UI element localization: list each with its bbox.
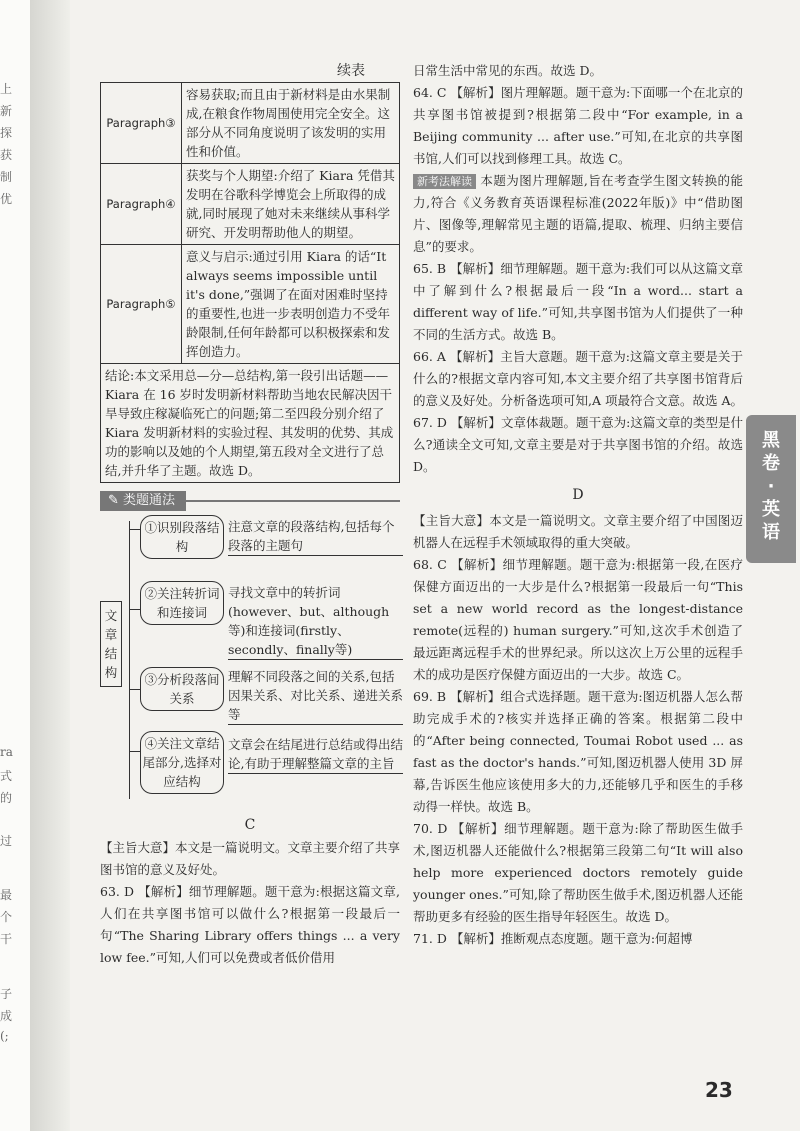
side-tab-char: · bbox=[767, 476, 775, 497]
row-text: 获奖与个人期望:介绍了 Kiara 凭借其发明在谷歌科学博览会上所取得的成就,同时展现了她对未来继续从事科学研究、开发明帮助他人的期望。 bbox=[182, 164, 400, 245]
edge-char: 的 bbox=[0, 791, 13, 805]
edge-char: 获 bbox=[0, 148, 13, 162]
mindmap-connector bbox=[129, 529, 140, 530]
side-tab-char: 黑 bbox=[762, 430, 780, 451]
new-exam-badge: 新考法解读 bbox=[413, 174, 476, 189]
answer-continuation: 日常生活中常见的东西。故选 D。 bbox=[413, 63, 602, 78]
table-row bbox=[101, 364, 400, 483]
row-text: 容易获取;而且由于新材料是由水果制成,在粮食作物周围使用完全安全。这部分从不同角度说明了该发明的实用性和价值。 bbox=[182, 83, 400, 164]
exam-note bbox=[413, 170, 743, 258]
edge-char: 式 bbox=[0, 769, 13, 783]
tips-header bbox=[100, 491, 400, 511]
edge-char: 新 bbox=[0, 104, 13, 118]
mindmap-desc: 寻找文章中的转折词(however、but、although等)和连接词(firstly、secondly、finally等) bbox=[228, 583, 403, 660]
edge-char: 个 bbox=[0, 910, 13, 924]
mindmap bbox=[100, 511, 404, 811]
section-heading: D bbox=[572, 487, 584, 503]
pencil-icon: ✎ bbox=[108, 493, 119, 508]
table-conclusion: 结论:本文采用总—分—总结构,第一段引出话题——Kiara 在 16 岁时发明新材料帮助当地农民解决因干旱导致庄稼凝临死亡的问题;第二至四段分别介绍了 Kiara 发明新材料的实验过程、其发明的优势、其成功的影响以及她的个人期望,第五段对全文进行了总结,并升华了主题。故选 D。 bbox=[101, 364, 400, 483]
table-row bbox=[101, 164, 400, 245]
tips-label bbox=[100, 491, 186, 511]
summary-paragraph: 【主旨大意】本文是一篇说明文。文章主要介绍了共享图书馆的意义及好处。 bbox=[100, 840, 401, 877]
structure-table bbox=[100, 82, 400, 483]
row-key: Paragraph③ bbox=[101, 83, 182, 164]
mindmap-connector bbox=[129, 689, 140, 690]
side-tab bbox=[746, 415, 796, 563]
continued-label: 续表 bbox=[337, 63, 365, 79]
edge-char: 过 bbox=[0, 834, 13, 848]
table-row bbox=[101, 245, 400, 364]
edge-char: 制 bbox=[0, 170, 13, 184]
mindmap-desc: 文章会在结尾进行总结或得出结论,有助于理解整篇文章的主旨 bbox=[228, 735, 403, 774]
book-gutter bbox=[30, 0, 70, 1131]
side-tab-char: 卷 bbox=[762, 453, 780, 474]
edge-char: 探 bbox=[0, 126, 13, 140]
answer-item: 64. C 【解析】图片理解题。题干意为:下面哪一个在北京的共享图书馆被提到?根据第二段中“For example, in a Beijing community ... after use.”可知,在北京的共享图书馆,人们可以找到修理工具。故选 C。 bbox=[413, 85, 743, 166]
answer-item: 69. B 【解析】组合式选择题。题干意为:图迈机器人怎么帮助完成手术的?核实并选择正确的答案。根据第二段中的“After being connected, Toumai Robot used ... as fast as the doctor's hands.”可知,图迈机器人使用 3D 屏幕,告诉医生他应该使用多大的力,还能够几乎和医生的手移动得一样快。故选 B。 bbox=[413, 689, 743, 814]
edge-char: 优 bbox=[0, 192, 13, 206]
row-text: 意义与启示:通过引用 Kiara 的话“It always seems impossible until it's done,”强调了在面对困难时坚持的重要性,也进一步表明创造力不受年龄限制,任何年龄都可以积极探索和发挥创造力。 bbox=[182, 245, 400, 364]
table-row bbox=[101, 83, 400, 164]
answer-item: 71. D 【解析】推断观点态度题。题干意为:何超博 bbox=[413, 931, 693, 946]
edge-char: 上 bbox=[0, 82, 13, 96]
edge-char: ra bbox=[0, 745, 13, 759]
edge-char: 子 bbox=[0, 987, 13, 1001]
mindmap-node: ②关注转折词和连接词 bbox=[140, 581, 224, 625]
answer-item: 67. D 【解析】文章体裁题。题干意为:这篇文章的类型是什么?通读全文可知,文章主要是对于共享图书馆的介绍。故选 D。 bbox=[413, 415, 743, 474]
tips-label-text: 类题通法 bbox=[123, 493, 176, 508]
mindmap-root: 文章结构 bbox=[100, 601, 122, 687]
mindmap-node: ④关注文章结尾部分,选择对应结构 bbox=[140, 731, 224, 794]
answer-item: 68. C 【解析】细节理解题。题干意为:根据第一段,在医疗保健方面迈出的一大步是什么?根据第一段最后一句“This set a new world record as the longest-distance remote(远程的) human surgery.”可知,这次手术创造了最远距离远程手术的世界纪录。所以这次上万公里的远程手术的成功是医疗保健方面迈出的一大步。故选 C。 bbox=[413, 557, 743, 682]
mindmap-node: ③分析段落间关系 bbox=[140, 667, 224, 711]
summary-paragraph: 【主旨大意】本文是一篇说明文。文章主要介绍了中国图迈机器人在远程手术领域取得的重大突破。 bbox=[413, 513, 743, 550]
answer-item: 70. D 【解析】细节理解题。题干意为:除了帮助医生做手术,图迈机器人还能做什么?根据第三段第二句“It will also help more experienced doctors remotely guide younger ones.”可知,除了帮助医生做手术,图迈机器人还能帮助更多有经验的医生指导年轻医生。故选 D。 bbox=[413, 821, 743, 924]
left-column bbox=[100, 60, 404, 969]
row-key: Paragraph⑤ bbox=[101, 245, 182, 364]
mindmap-desc: 理解不同段落之间的关系,包括因果关系、对比关系、递进关系等 bbox=[228, 667, 403, 725]
page-number: 23 bbox=[705, 1078, 733, 1102]
mindmap-connector bbox=[129, 609, 140, 610]
mindmap-desc: 注意文章的段落结构,包括每个段落的主题句 bbox=[228, 517, 403, 556]
exam-note-text: 本题为图片理解题,旨在考查学生图文转换的能力,符合《义务教育英语课程标准(2022年版)》中“借助图片、图像等,理解常见主题的语篇,提取、梳理、归纳主要信息”的要求。 bbox=[413, 173, 743, 254]
tips-divider bbox=[186, 500, 400, 502]
edge-char: 成 bbox=[0, 1009, 13, 1023]
row-key: Paragraph④ bbox=[101, 164, 182, 245]
answer-item: 65. B 【解析】细节理解题。题干意为:我们可以从这篇文章中了解到什么?根据最后一段“In a word... start a different way of life.”可知,共享图书馆为人们提供了一种不同的生活方式。故选 B。 bbox=[413, 261, 743, 342]
edge-char: (; bbox=[0, 1029, 9, 1043]
answer-item: 63. D 【解析】细节理解题。题干意为:根据这篇文章,人们在共享图书馆可以做什么?根据第一段最后一句“The Sharing Library offers things ... a very low fee.”可知,人们可以免费或者低价借用 bbox=[100, 884, 400, 965]
mindmap-connector bbox=[129, 751, 140, 752]
mindmap-connector bbox=[129, 521, 130, 799]
side-tab-char: 英 bbox=[762, 499, 780, 520]
edge-char: 最 bbox=[0, 888, 13, 902]
edge-char: 干 bbox=[0, 932, 13, 946]
answer-item: 66. A 【解析】主旨大意题。题干意为:这篇文章主要是关于什么的?根据文章内容可知,本文主要介绍了共享图书馆背后的意义及好处。分析备选项可知,A 项最符合文意。故选 A。 bbox=[413, 349, 743, 408]
section-heading: C bbox=[244, 817, 256, 833]
right-column bbox=[413, 60, 743, 950]
side-tab-char: 语 bbox=[762, 522, 780, 543]
mindmap-node: ①识别段落结构 bbox=[140, 515, 224, 559]
previous-page-edge bbox=[0, 0, 31, 1131]
